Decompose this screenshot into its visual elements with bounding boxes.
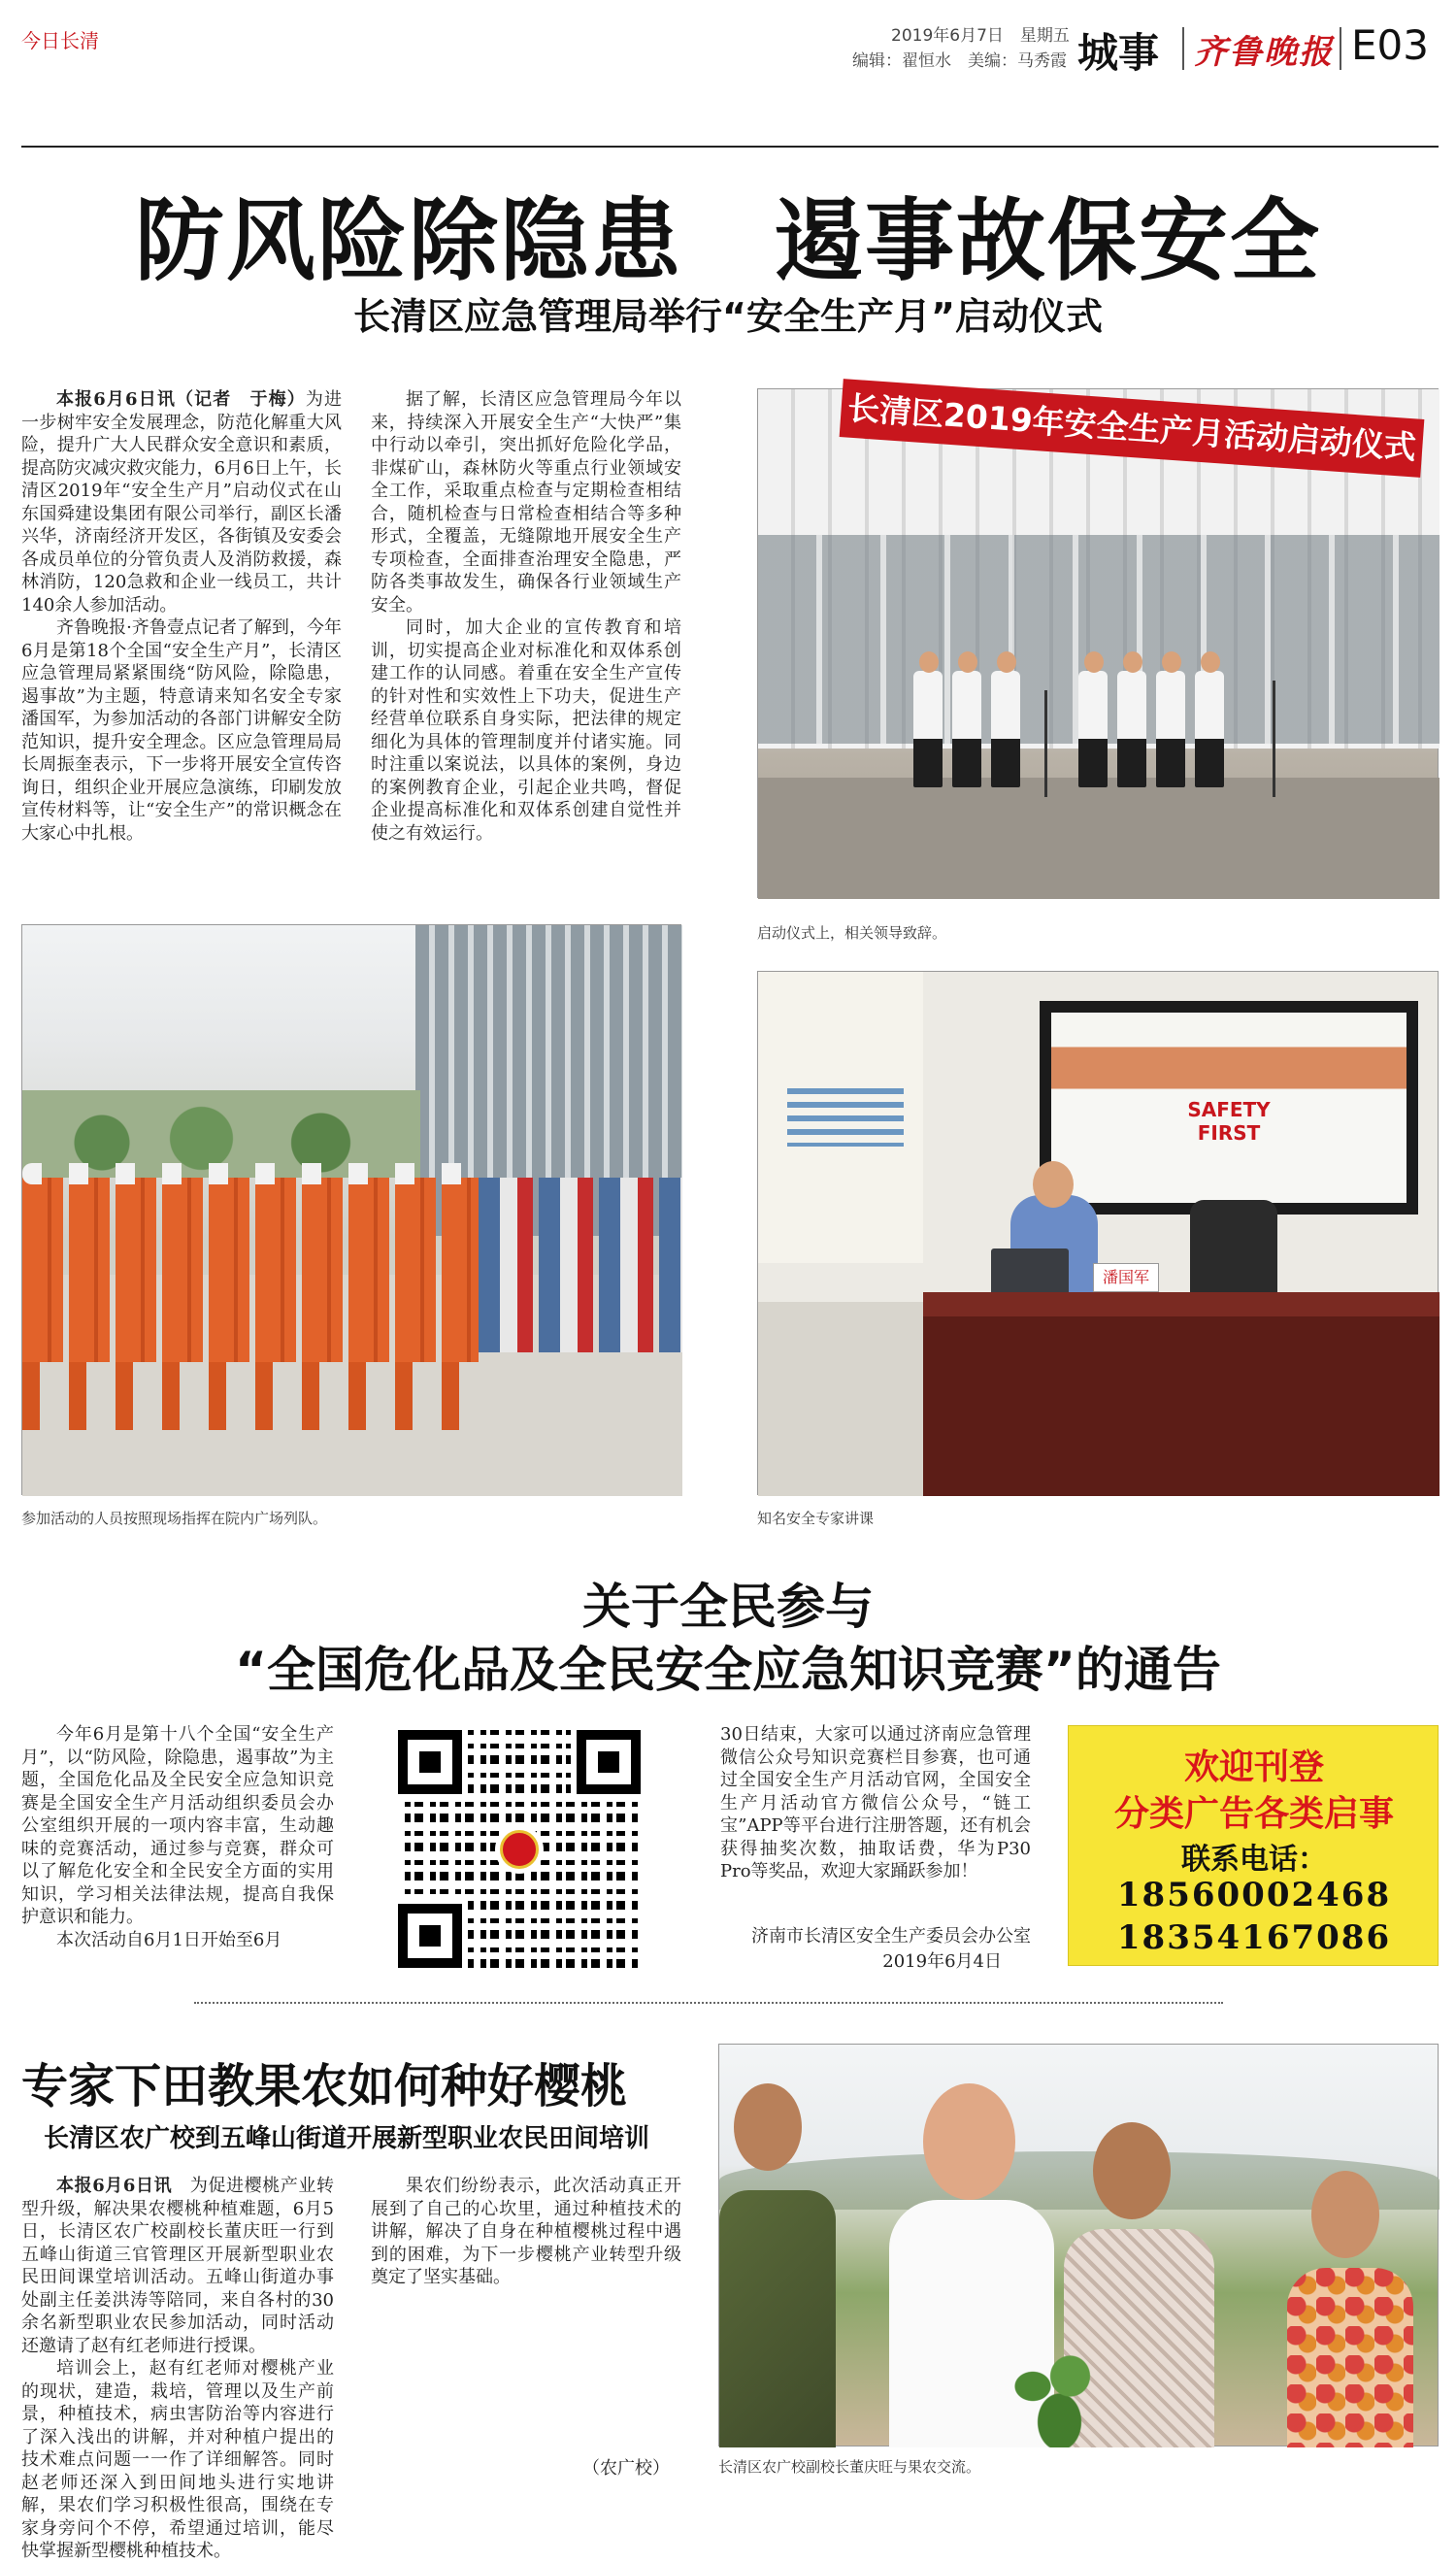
lecturer-head — [1033, 1161, 1074, 1208]
slide-safety-text: SAFETY FIRST — [1187, 1098, 1271, 1145]
official-3-head — [997, 651, 1016, 673]
article1-col1-p2: 齐鲁晚报·齐鲁壹点记者了解到，今年6月是第18个全国“安全生产月”，长清区应急管理局紧紧围绕“防风险，除隐患，遏事故”为主题，特意请来知名安全专家潘国军，为参加活动的各部门讲解安全防范知识，提升安全理念。区应急管理局局长周振奎表示，下一步将开展安全宣传咨询日，组织企业开展应急演练，印刷发放宣传材料等，让“安全生产”的常识概念在大家心中扎根。 — [21, 617, 342, 844]
qr-finder-tr — [577, 1730, 641, 1794]
helmet-row — [22, 1163, 479, 1184]
caption-orchard: 长清区农广校副校长董庆旺与果农交流。 — [718, 2458, 981, 2476]
official-4-head — [1084, 651, 1104, 673]
masthead-divider-1 — [1182, 27, 1184, 70]
article1-column-2 — [371, 388, 681, 927]
section-divider — [194, 2002, 1223, 2004]
farmer-cap-man-head — [1093, 2122, 1171, 2219]
cherry-sapling — [1001, 2346, 1108, 2447]
article1-lead: 本报6月6日讯（记者 于梅） — [56, 389, 306, 410]
caption-lecture: 知名安全专家讲课 — [757, 1510, 875, 1527]
ad-line3: 联系电话： — [1181, 1843, 1327, 1877]
photo-ranks — [21, 924, 681, 1495]
paper-logo: 齐鲁晚报 — [1194, 33, 1334, 72]
qr-emblem-icon — [495, 1825, 544, 1874]
article1-col2-p2: 同时，加大企业的宣传教育和培训，切实提高企业对标准化和双体系创建工作的认同感。着重在安全生产宣传的针对性和实效性上下功夫，促进生产经营单位联系自身实际，把法律的规定细化为具体的管理制度并付诸实施。同时注重以案说法，以具体的案例，身边的案例教育企业，引起企业共鸣，督促企业提高标准化和双体系创建自觉性并使之有效运行。 — [371, 617, 681, 844]
official-2 — [952, 671, 981, 787]
photo-orchard — [718, 2044, 1439, 2446]
article2-col1-p2: 培训会上，赵有红老师对樱桃产业的现状，建造，栽培，管理以及生产前景，种植技术，病虫害防治等内容进行了深入浅出的讲解，并对种植户提出的技术难点问题一一作了详细解答。同时赵老师还深入到田间地头进行实地讲解，果农们学习积极性很高，围绕在专家身旁问个不停，希望通过培训，能尽快掌握新型樱桃种植技术。 — [21, 2358, 334, 2561]
editors-line: 编辑：翟恒水 美编：马秀霞 — [852, 51, 1067, 71]
ceremony-banner: 长清区2019年安全生产月活动启动仪式 — [840, 379, 1425, 478]
caption-ranks: 参加活动的人员按照现场指挥在院内广场列队。 — [21, 1510, 328, 1527]
photo-lecture — [757, 971, 1439, 1495]
lecturer-nameplate: 潘国军 — [1093, 1263, 1159, 1292]
notice-title-line2: “全国危化品及全民安全应急知识竞赛”的通告 — [235, 1642, 1221, 1698]
notice-col2-p1: 30日结束，大家可以通过济南应急管理微信公众号知识竞赛栏目参赛，也可通过全国安全生产月活动官网，全国安全生产月活动官方微信公众号，“链工宝”APP等平台进行注册答题，还有机会获得抽奖次数，抽取话费，华为P30 Pro等奖品，欢迎大家踊跃参加！ — [720, 1724, 1031, 1881]
article2-lead: 本报6月6日讯 — [56, 2176, 173, 2196]
photo-ceremony — [757, 388, 1439, 898]
notice-title-line1: 关于全民参与 — [582, 1579, 874, 1635]
official-head — [923, 2083, 1015, 2200]
caption-ceremony: 启动仪式上，相关领导致辞。 — [757, 924, 947, 942]
article2-headline: 专家下田教果农如何种好樱桃 — [21, 2059, 628, 2114]
projection-screen — [1040, 1001, 1418, 1215]
ad-line2: 分类广告各类启事 — [1113, 1794, 1394, 1834]
article1-col1-p1: 为进一步树牢安全发展理念，防范化解重大风险，提升广大人民群众安全意识和素质，提高防灾减灾救灾能力，6月6日上午，长清区2019年“安全生产月”启动仪式在山东国舜建设集团有限公司举行，副区长潘兴华，济南经济开发区，各街镇及安委会各成员单位的分管负责人及消防救援，森林消防，120急救和企业一线员工，共计140余人参加活动。 — [21, 389, 342, 616]
section-title: 城事 — [1077, 29, 1160, 77]
ad-line1: 欢迎刊登 — [1183, 1748, 1324, 1787]
stage-floor — [758, 778, 1439, 899]
woman-head — [1311, 2171, 1379, 2258]
article2-column-2 — [371, 2175, 681, 2446]
page-number: E03 — [1351, 21, 1429, 69]
microphone-stand — [1044, 690, 1047, 797]
official-1-head — [919, 651, 939, 673]
firefighters-block — [22, 1178, 479, 1362]
article1-subhead: 长清区应急管理局举行“安全生产月”启动仪式 — [353, 295, 1103, 338]
article2-subhead: 长清区农广校到五峰山街道开展新型职业农民田间培训 — [44, 2124, 650, 2153]
article2-col1-p1: 为促进樱桃产业转型升级，解决果农樱桃种植难题，6月5日，长清区农广校副校长董庆旺一行到五峰山街道三官管理区开展新型职业农民田间课堂培训活动。五峰山街道办事处副主任姜洪涛等陪同，来自各村的30余名新型职业农民参加活动，同时活动还邀请了赵有红老师进行授课。 — [21, 2176, 335, 2356]
official-4 — [1078, 671, 1108, 787]
farmer-left-body — [719, 2190, 836, 2447]
front-row-legs — [22, 1362, 479, 1430]
qr-finder-bl — [398, 1904, 462, 1968]
official-3 — [991, 671, 1020, 787]
issue-date: 2019年6月7日 星期五 — [891, 26, 1070, 46]
classified-ad — [1068, 1725, 1439, 1966]
woman-body — [1287, 2268, 1413, 2447]
article1-column-1 — [21, 388, 342, 927]
staff-block — [479, 1178, 682, 1352]
notice-column-2 — [720, 1723, 1031, 1927]
article1-headline: 防风险除隐患 遏事故保安全 — [134, 189, 1321, 293]
desk-front-shadow — [758, 1302, 923, 1496]
official-6 — [1156, 671, 1185, 787]
official-1 — [913, 671, 943, 787]
article1-col2-p1: 据了解，长清区应急管理局今年以来，持续深入开展安全生产“大快严”集中行动以牵引，突出抓好危险化学品，非煤矿山，森林防火等重点行业领域安全工作，采取重点检查与定期检查相结合，随机检查与日常检查相结合等多种形式，全覆盖，无缝隙地开展安全生产专项检查，全面排查治理安全隐患，严防各类事故发生，确保各行业领域生产安全。 — [371, 389, 681, 616]
microphone-stand-2 — [1273, 681, 1275, 797]
masthead-divider-2 — [1340, 27, 1341, 70]
notice-col1-p2: 本次活动自6月1日开始至6月 — [56, 1929, 282, 1950]
notice-column-1 — [21, 1723, 334, 1976]
official-5-head — [1123, 651, 1142, 673]
masthead-rule — [21, 146, 1439, 148]
notice-signature: 济南市长清区安全生产委员会办公室 — [751, 1926, 1031, 1947]
official-7 — [1195, 671, 1224, 787]
qr-code — [398, 1730, 641, 1968]
official-6-head — [1162, 651, 1181, 673]
official-7-head — [1201, 651, 1220, 673]
article2-col2-p2: 果农们纷纷表示，此次活动真正开展到了自己的心坎里，通过种植技术的讲解，解决了自身在种植樱桃过程中遇到的困难，为下一步樱桃产业转型升级奠定了坚实基础。 — [371, 2176, 681, 2287]
official-5 — [1117, 671, 1146, 787]
notice-col1-p1: 今年6月是第十八个全国“安全生产月”，以“防风险，除隐患，遏事故”为主题，全国危化品及全民安全应急知识竞赛是全国安全生产月活动组织委员会办公室组织开展的一项内容丰富，生动趣味的竞赛活动，通过参与竞赛，群众可以了解危化安全和全民安全方面的实用知识，学习相关法律法规，提高自我保护意识和能力。 — [21, 1724, 334, 1927]
ad-phone-2[interactable]: 18354167086 — [1116, 1918, 1392, 1957]
article2-byline: （农广校） — [582, 2458, 670, 2479]
chair — [1190, 1200, 1277, 1297]
ad-phone-1[interactable]: 18560002468 — [1116, 1876, 1392, 1914]
wall-slogan — [787, 1088, 904, 1147]
notice-sign-date: 2019年6月4日 — [882, 1951, 1002, 1972]
section-label-left: 今日长清 — [21, 29, 99, 52]
farmer-left-head — [734, 2083, 802, 2171]
qr-finder-tl — [398, 1730, 462, 1794]
article2-column-1 — [21, 2175, 335, 2561]
official-2-head — [958, 651, 977, 673]
lecture-desk — [923, 1292, 1439, 1496]
